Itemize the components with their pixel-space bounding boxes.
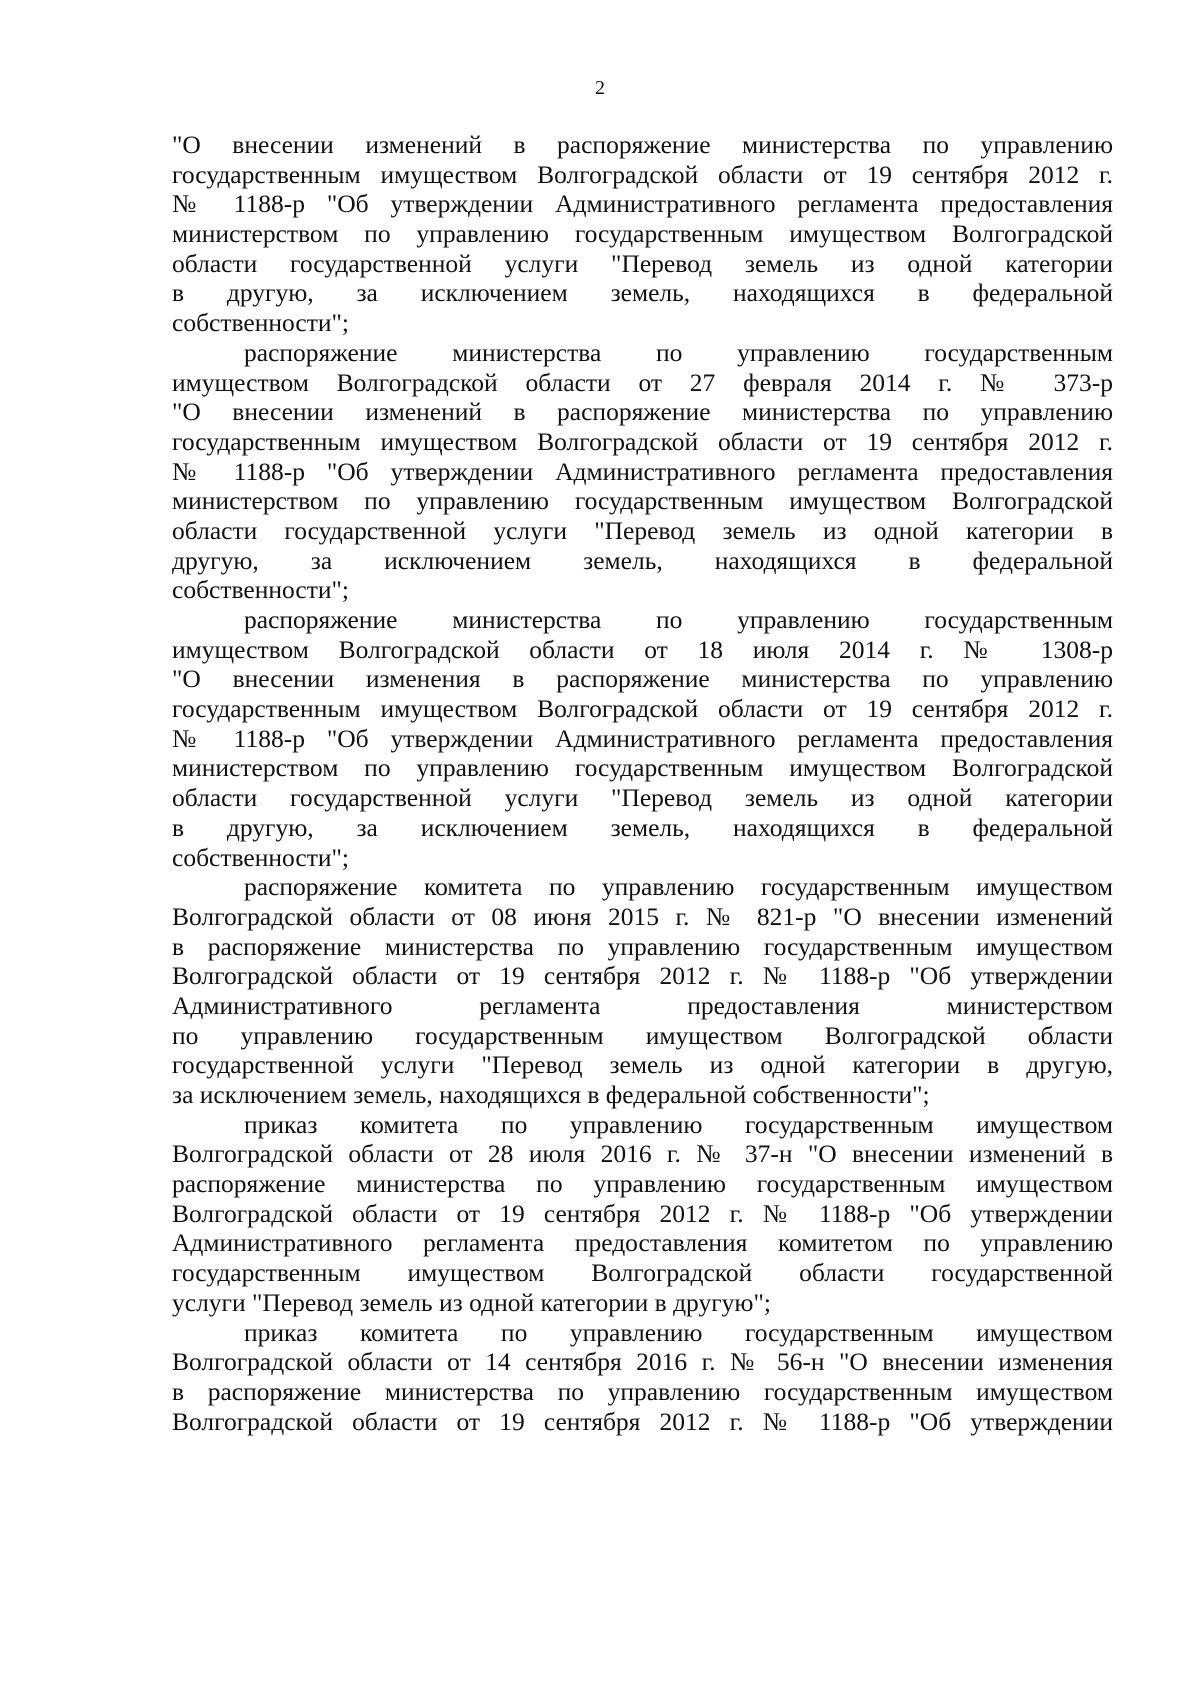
text-line: № 1188-р "Об утверждении Административного регламента предоставления: [172, 189, 1113, 219]
text-line: Волгоградской области от 14 сентября 2016 г. № 56-н "О внесении изменения: [172, 1347, 1113, 1377]
text-line: министерством по управлению государственным имуществом Волгоградской: [172, 219, 1113, 249]
paragraph-first-line: приказ комитета по управлению государственным имуществом: [244, 1109, 1113, 1139]
page-number: 2: [595, 77, 605, 99]
text-line: Волгоградской области от 19 сентября 2012 г. № 1188-р "Об утверждении: [172, 1198, 1113, 1228]
text-line: № 1188-р "Об утверждении Административного регламента предоставления: [172, 723, 1113, 753]
text-line: Административного регламента предоставления комитетом по управлению: [172, 1228, 1113, 1258]
text-line: имуществом Волгоградской области от 27 февраля 2014 г. № 373-р: [172, 367, 1113, 397]
text-line: "О внесении изменений в распоряжение министерства по управлению: [172, 130, 1113, 159]
paragraph-first-line: распоряжение министерства по управлению государственным: [244, 605, 1113, 634]
text-line: за исключением земель, находящихся в федеральной собственности";: [172, 1080, 930, 1109]
text-line: в распоряжение министерства по управлению государственным имуществом: [172, 931, 1113, 961]
text-line: в распоряжение министерства по управлению государственным имуществом: [172, 1376, 1113, 1406]
text-line: Административного регламента предоставления министерством: [172, 990, 1113, 1020]
text-line: государственным имуществом Волгоградской области от 19 сентября 2012 г.: [172, 159, 1113, 189]
text-line: имуществом Волгоградской области от 18 июля 2014 г. № 1308-р: [172, 634, 1113, 664]
text-line: Волгоградской области от 19 сентября 2012 г. № 1188-р "Об утверждении: [172, 961, 1113, 991]
text-line: "О внесении изменения в распоряжение министерства по управлению: [172, 664, 1113, 694]
text-line: области государственной услуги "Перевод земель из одной категории в: [172, 515, 1113, 545]
text-line: собственности";: [172, 308, 349, 338]
text-line: № 1188-р "Об утверждении Административного регламента предоставления: [172, 456, 1113, 486]
text-line: "О внесении изменений в распоряжение министерства по управлению: [172, 397, 1113, 427]
paragraph-first-line: распоряжение комитета по управлению государственным имуществом: [244, 872, 1113, 902]
text-line: собственности";: [172, 575, 349, 605]
text-line: по управлению государственным имуществом Волгоградской области: [172, 1020, 1113, 1050]
text-line: Волгоградской области от 19 сентября 2012 г. № 1188-р "Об утверждении: [172, 1406, 1113, 1436]
text-line: услуги "Перевод земель из одной категории в другую";: [172, 1287, 771, 1317]
document-body: [172, 130, 1113, 1436]
text-line: государственным имуществом Волгоградской области государственной: [172, 1258, 1113, 1288]
text-line: Волгоградской области от 08 июня 2015 г. № 821-р "О внесении изменений: [172, 901, 1113, 931]
text-line: государственным имуществом Волгоградской области от 19 сентября 2012 г.: [172, 694, 1113, 724]
paragraph-first-line: распоряжение министерства по управлению государственным: [244, 337, 1113, 367]
text-line: другую, за исключением земель, находящихся в федеральной: [172, 545, 1113, 575]
text-line: министерством по управлению государственным имуществом Волгоградской: [172, 486, 1113, 516]
text-line: области государственной услуги "Перевод земель из одной категории: [172, 248, 1113, 278]
text-line: государственной услуги "Перевод земель из одной категории в другую,: [172, 1050, 1113, 1080]
text-line: государственным имуществом Волгоградской области от 19 сентября 2012 г.: [172, 426, 1113, 456]
text-line: Волгоградской области от 28 июля 2016 г. № 37-н "О внесении изменений в: [172, 1139, 1113, 1169]
text-line: в другую, за исключением земель, находящихся в федеральной: [172, 278, 1113, 308]
paragraph-first-line: приказ комитета по управлению государственным имуществом: [244, 1317, 1113, 1347]
text-line: министерством по управлению государственным имуществом Волгоградской: [172, 753, 1113, 783]
text-line: в другую, за исключением земель, находящихся в федеральной: [172, 812, 1113, 842]
text-line: собственности";: [172, 842, 349, 872]
text-line: распоряжение министерства по управлению государственным имуществом: [172, 1169, 1113, 1199]
text-line: области государственной услуги "Перевод земель из одной категории: [172, 783, 1113, 813]
